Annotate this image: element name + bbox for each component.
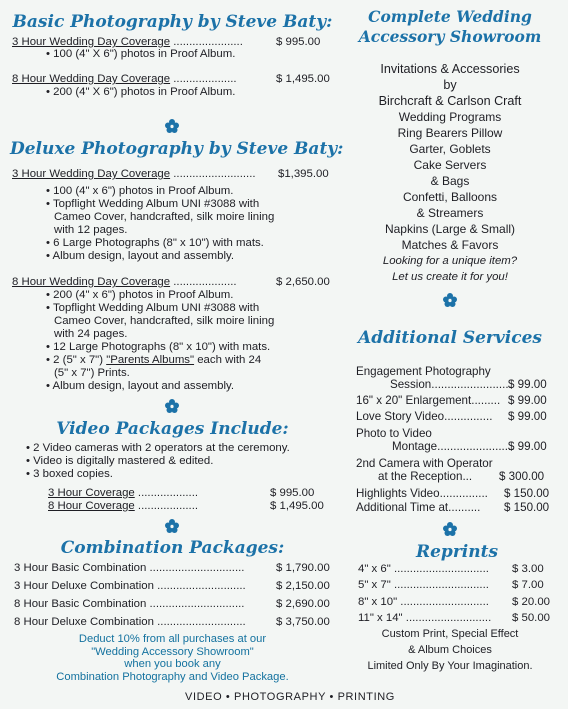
addl-row xyxy=(356,394,500,407)
combo-row xyxy=(14,598,244,611)
reprint-row xyxy=(358,563,489,576)
showroom-item: Ring Bearers Pillow xyxy=(397,126,503,140)
deluxe-8hr-bullet-1: • 200 (4" x 6") photos in Proof Album. xyxy=(46,289,234,301)
combination-packages-title: Combination Packages: xyxy=(60,538,285,558)
reprint-dots: .............................. xyxy=(393,563,489,575)
basic-3hr-price: $ 995.00 xyxy=(276,36,321,48)
video-8hr-row xyxy=(48,500,198,513)
showroom-title-2: Accessory Showroom xyxy=(358,27,542,46)
showroom-item: Napkins (Large & Small) xyxy=(384,222,516,236)
deluxe-3hr-dots: .......................... xyxy=(173,168,256,180)
addl-row xyxy=(392,440,514,453)
additional-services-title: Additional Services xyxy=(358,328,542,348)
combo-price: $ 3,750.00 xyxy=(276,616,330,628)
addl-row xyxy=(356,410,492,423)
deluxe-3hr-bullet-2: • Topflight Wedding Album UNI #3088 with xyxy=(46,198,260,210)
deluxe-8hr-bullet-4-post: each with 24 xyxy=(194,354,262,366)
combo-price: $ 1,790.00 xyxy=(276,562,330,574)
reprint-size: 8" x 10" xyxy=(358,596,398,608)
basic-8hr-row xyxy=(12,73,237,86)
reprints-note-2: & Album Choices xyxy=(408,644,492,656)
addl-label: Highlights Video xyxy=(356,487,440,500)
showroom-item: Confetti, Balloons xyxy=(402,190,498,204)
deluxe-3hr-bullet-1: • 100 (4" x 6") photos in Proof Album. xyxy=(46,185,234,197)
showroom-create: Let us create it for you! xyxy=(392,271,508,283)
showroom-invitations: Invitations & Accessories xyxy=(380,62,520,76)
addl-dots: .......... xyxy=(448,501,481,514)
reprint-price: $ 3.00 xyxy=(512,563,544,575)
addl-dots: ......... xyxy=(471,394,501,407)
combo-row xyxy=(14,580,246,593)
reprint-dots: .............................. xyxy=(393,579,489,591)
combo-row xyxy=(14,616,246,629)
addl-row xyxy=(390,378,512,391)
showroom-item: & Bags xyxy=(430,174,470,188)
deluxe-8hr-bullet-4 xyxy=(46,354,261,367)
combo-label: 3 Hour Basic Combination xyxy=(14,562,147,574)
footer-tagline: VIDEO • PHOTOGRAPHY • PRINTING xyxy=(185,691,395,703)
reprint-price: $ 7.00 xyxy=(512,579,544,591)
basic-8hr-bullet: • 200 (4" X 6") photos in Proof Album. xyxy=(46,86,236,98)
addl-dots: ......................... xyxy=(431,378,512,391)
combo-label: 8 Hour Deluxe Combination xyxy=(14,616,154,628)
addl-dots: ... xyxy=(462,470,473,483)
flower-icon xyxy=(164,398,180,414)
deluxe-3hr-bullet-4: • Album design, layout and assembly. xyxy=(46,250,235,262)
flower-icon xyxy=(164,518,180,534)
reprints-note-3: Limited Only By Your Imagination. xyxy=(367,660,533,672)
addl-row xyxy=(378,470,472,483)
flower-icon xyxy=(442,292,458,308)
reprint-dots: ........................... xyxy=(405,612,492,624)
deluxe-3hr-price: $1,395.00 xyxy=(278,168,329,180)
combo-discount-note-1: Deduct 10% from all purchases at our xyxy=(78,633,267,645)
addl-dots: ............... xyxy=(439,487,488,500)
addl-label: 16" x 20" Enlargement xyxy=(356,394,472,407)
video-3hr-row xyxy=(48,487,198,500)
video-bullet-1: • 2 Video cameras with 2 operators at the ceremony. xyxy=(26,442,290,454)
addl-price: $ 150.00 xyxy=(504,501,550,514)
combo-price: $ 2,150.00 xyxy=(276,580,330,592)
showroom-item: & Streamers xyxy=(416,206,484,220)
addl-engagement: Engagement Photography xyxy=(356,365,491,378)
flower-icon xyxy=(442,521,458,537)
video-8hr-price: $ 1,495.00 xyxy=(270,500,324,512)
basic-3hr-label: 3 Hour Wedding Day Coverage xyxy=(12,36,171,48)
addl-label: Love Story Video xyxy=(356,410,445,423)
deluxe-8hr-bullet-2-cont: Cameo Cover, handcrafted, silk moire lining xyxy=(54,315,275,327)
deluxe-8hr-row xyxy=(12,276,237,289)
addl-dots: ........................ xyxy=(437,440,515,453)
deluxe-photography-title: Deluxe Photography by Steve Baty: xyxy=(10,139,344,159)
addl-price: $ 99.00 xyxy=(508,394,547,407)
addl-label: Montage xyxy=(392,440,438,453)
deluxe-3hr-bullet-2-cont2: with 12 pages. xyxy=(54,224,128,236)
combo-discount-note-4: Combination Photography and Video Package. xyxy=(56,670,289,683)
reprint-row xyxy=(358,596,489,609)
addl-2nd-camera: 2nd Camera with Operator xyxy=(356,457,493,470)
showroom-item: Garter, Goblets xyxy=(409,142,491,156)
reprint-price: $ 20.00 xyxy=(512,596,551,608)
deluxe-8hr-bullet-2: • Topflight Wedding Album UNI #3088 with xyxy=(46,302,260,314)
video-3hr-dots: ................... xyxy=(137,487,199,499)
basic-3hr-bullet: • 100 (4" X 6") photos in Proof Album. xyxy=(46,48,236,60)
addl-price: $ 99.00 xyxy=(508,440,547,453)
video-packages-title: Video Packages Include: xyxy=(56,419,289,439)
combo-price: $ 2,690.00 xyxy=(276,598,330,610)
video-8hr-label: 8 Hour Coverage xyxy=(48,500,135,512)
showroom-item: Wedding Programs xyxy=(398,110,502,124)
addl-price: $ 99.00 xyxy=(508,378,547,391)
video-bullet-3: • 3 boxed copies. xyxy=(26,468,113,480)
video-8hr-dots: ................... xyxy=(137,500,199,512)
video-3hr-label: 3 Hour Coverage xyxy=(48,487,135,499)
deluxe-3hr-row xyxy=(12,168,256,181)
deluxe-8hr-bullet-2-cont2: with 24 pages. xyxy=(54,328,128,340)
combo-label: 8 Hour Basic Combination xyxy=(14,598,147,610)
reprint-size: 4" x 6" xyxy=(358,563,391,575)
deluxe-8hr-bullet-3: • 12 Large Photographs (8" x 10") with mats. xyxy=(46,341,271,353)
basic-8hr-label: 8 Hour Wedding Day Coverage xyxy=(12,73,171,85)
reprints-title: Reprints xyxy=(415,542,499,562)
combo-dots: ............................ xyxy=(157,616,246,628)
combo-row xyxy=(14,562,244,575)
addl-label: Session xyxy=(390,378,432,391)
deluxe-8hr-bullet-5: • Album design, layout and assembly. xyxy=(46,380,235,392)
deluxe-3hr-bullet-3: • 6 Large Photographs (8" x 10") with mats. xyxy=(46,237,264,249)
flower-icon xyxy=(164,118,180,134)
reprint-dots: ............................ xyxy=(400,596,489,608)
showroom-by: by xyxy=(443,78,457,92)
addl-dots: ............... xyxy=(444,410,493,423)
combo-discount-note-2: "Wedding Accessory Showroom" xyxy=(91,645,254,658)
reprint-price: $ 50.00 xyxy=(512,612,551,624)
reprints-note-1: Custom Print, Special Effect xyxy=(381,628,519,640)
addl-price: $ 150.00 xyxy=(504,487,550,500)
deluxe-3hr-bullet-2-cont: Cameo Cover, handcrafted, silk moire lining xyxy=(54,211,275,223)
combo-label: 3 Hour Deluxe Combination xyxy=(14,580,154,592)
addl-price: $ 300.00 xyxy=(499,470,545,483)
showroom-title-1: Complete Wedding xyxy=(368,7,532,26)
reprint-size: 11" x 14" xyxy=(358,612,403,624)
basic-3hr-dots: ...................... xyxy=(173,36,243,48)
combo-discount-note-3: when you book any xyxy=(124,658,221,670)
reprint-size: 5" x 7" xyxy=(358,579,391,591)
deluxe-8hr-bullet-4-pre: • 2 (5" x 7") xyxy=(46,354,107,366)
addl-photo-video: Photo to Video xyxy=(356,427,432,440)
addl-label: at the Reception xyxy=(378,470,463,483)
combo-dots: .............................. xyxy=(149,598,245,610)
addl-label: Additional Time at xyxy=(356,501,449,514)
basic-8hr-price: $ 1,495.00 xyxy=(276,73,330,85)
basic-8hr-dots: .................... xyxy=(173,73,237,85)
deluxe-3hr-label: 3 Hour Wedding Day Coverage xyxy=(12,168,171,180)
deluxe-8hr-label: 8 Hour Wedding Day Coverage xyxy=(12,276,171,288)
video-bullet-2: • Video is digitally mastered & edited. xyxy=(26,455,214,467)
showroom-item: Matches & Favors xyxy=(401,238,499,252)
reprint-row xyxy=(358,579,489,592)
addl-price: $ 99.00 xyxy=(508,410,547,423)
reprint-row xyxy=(358,612,491,625)
combo-dots: .............................. xyxy=(149,562,245,574)
addl-row xyxy=(356,501,480,514)
parents-albums-label: "Parents Albums" xyxy=(106,354,195,366)
deluxe-8hr-price: $ 2,650.00 xyxy=(276,276,330,288)
video-3hr-price: $ 995.00 xyxy=(270,487,315,499)
showroom-question: Looking for a unique item? xyxy=(382,255,518,267)
showroom-item: Cake Servers xyxy=(413,158,487,172)
addl-row xyxy=(356,487,488,500)
showroom-brands: Birchcraft & Carlson Craft xyxy=(378,94,522,108)
basic-photography-title: Basic Photography by Steve Baty: xyxy=(12,12,333,32)
combo-dots: ............................ xyxy=(157,580,246,592)
deluxe-8hr-dots: .................... xyxy=(173,276,237,288)
deluxe-8hr-bullet-4-cont: (5" x 7") Prints. xyxy=(54,367,130,379)
